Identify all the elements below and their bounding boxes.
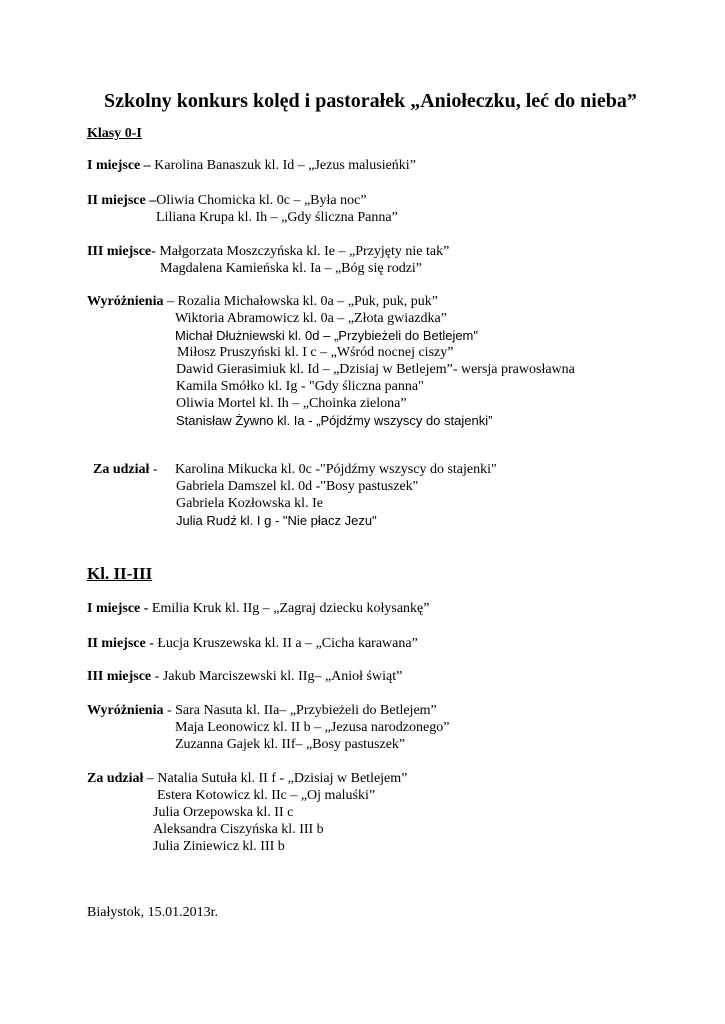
s2-honors-entry-2: Zuzanna Gajek kl. IIf– „Bosy pastuszek” [175,737,406,752]
s2-second-place [87,635,418,653]
s2-honors [87,702,437,720]
s2-second-entry: Łucja Kruszewska kl. II a – „Cicha karawana” [157,636,418,651]
s1-third-entry-1: Magdalena Kamieńska kl. Ia – „Bóg się rodzi” [160,261,423,276]
s2-honors-entry-0: - Sara Nasuta kl. IIa– „Przybieżeli do Betlejem” [166,703,437,718]
s2-participation-entry-3: Aleksandra Ciszyńska kl. III b [153,822,324,837]
s1-participation-entry-3: Julia Rudź kl. I g - "Nie płacz Jezu" [176,513,377,528]
s2-third-label: III miejsce [87,669,152,684]
s2-first-label: I miejsce - [87,601,149,616]
s1-honors-entry-2: Michał Dłużniewski kl. 0d – „Przybieżeli do Betlejem" [175,328,479,343]
s2-participation-entry-2: Julia Orzepowska kl. II c [153,805,294,820]
s1-participation-entry-0: Karolina Mikucka kl. 0c -"Pójdźmy wszyscy do stajenki" [175,462,497,477]
s1-honors-entry-5: Kamila Smółko kl. Ig - "Gdy śliczna panna" [176,379,424,394]
s2-third-place [87,668,402,686]
s1-first-label: I miejsce – [87,158,151,173]
s1-honors-label: Wyróżnienia [87,294,164,309]
s1-first-place [87,157,416,175]
s1-honors-entry-1: Wiktoria Abramowicz kl. 0a – „Złota gwiazdka” [175,311,447,326]
s1-honors [87,293,438,311]
s1-honors-entry-4: Dawid Gierasimiuk kl. Id – „Dzisiaj w Betlejem”- wersja prawosławna [176,362,575,377]
s1-second-place [87,192,367,210]
s2-participation-label: Za udział [87,771,144,786]
s2-participation-entry-4: Julia Ziniewicz kl. III b [153,839,285,854]
s1-second-label: II miejsce – [87,193,157,208]
s2-second-label: II miejsce - [87,636,154,651]
section2-heading: Kl. II-III [87,564,153,583]
s1-second-entry-1: Liliana Krupa kl. Ih – „Gdy śliczna Panna” [156,210,398,225]
s1-honors-entry-6: Oliwia Mortel kl. Ih – „Choinka zielona” [176,396,407,411]
s1-honors-sep: – [166,294,174,309]
s2-honors-label: Wyróżnienia [87,703,164,718]
s2-participation-entry-0: – Natalia Sutuła kl. II f - „Dzisiaj w Betlejem” [146,771,408,786]
s1-third-entry-0: Małgorzata Moszczyńska kl. Ie – „Przyjęty nie tak” [159,244,450,259]
s1-honors-entry-3: Miłosz Pruszyński kl. I c – „Wśród nocnej ciszy” [177,345,454,360]
place-date: Białystok, 15.01.2013r. [87,905,219,920]
s1-participation-sep: - [152,462,158,477]
s2-first-entry: Emilia Kruk kl. IIg – „Zagraj dziecku kołysankę” [151,601,430,616]
s1-third-label: III miejsce- [87,244,156,259]
section1-heading: Klasy 0-I [87,126,142,141]
s1-honors-entry-7: Stanisław Żywno kl. Ia - „Pójdźmy wszyscy do stajenki” [176,413,493,428]
s1-second-entry-0: Oliwia Chomicka kl. 0c – „Była noc” [156,193,367,208]
s1-participation-entry-1: Gabriela Damszel kl. 0d -"Bosy pastuszek" [176,479,419,494]
s1-third-place [87,243,449,261]
s2-third-entry: - Jakub Marciszewski kl. IIg– „Anioł świąt” [154,669,403,684]
s1-first-entry-0: Karolina Banaszuk kl. Id – „Jezus malusieńki” [154,158,416,173]
s2-honors-entry-1: Maja Leonowicz kl. II b – „Jezusa narodzonego” [175,720,450,735]
s1-participation-entry-2: Gabriela Kozłowska kl. Ie [176,496,323,511]
s2-participation [87,770,407,788]
s1-participation-label: Za udział - [93,462,158,477]
document-title: Szkolny konkurs kolęd i pastorałek „Aniołeczku, leć do nieba” [104,90,637,112]
s1-honors-entry-0: Rozalia Michałowska kl. 0a – „Puk, puk, puk” [177,294,438,309]
s2-participation-entry-1: Estera Kotowicz kl. IIc – „Oj maluśki” [157,788,376,803]
s2-first-place [87,600,430,618]
